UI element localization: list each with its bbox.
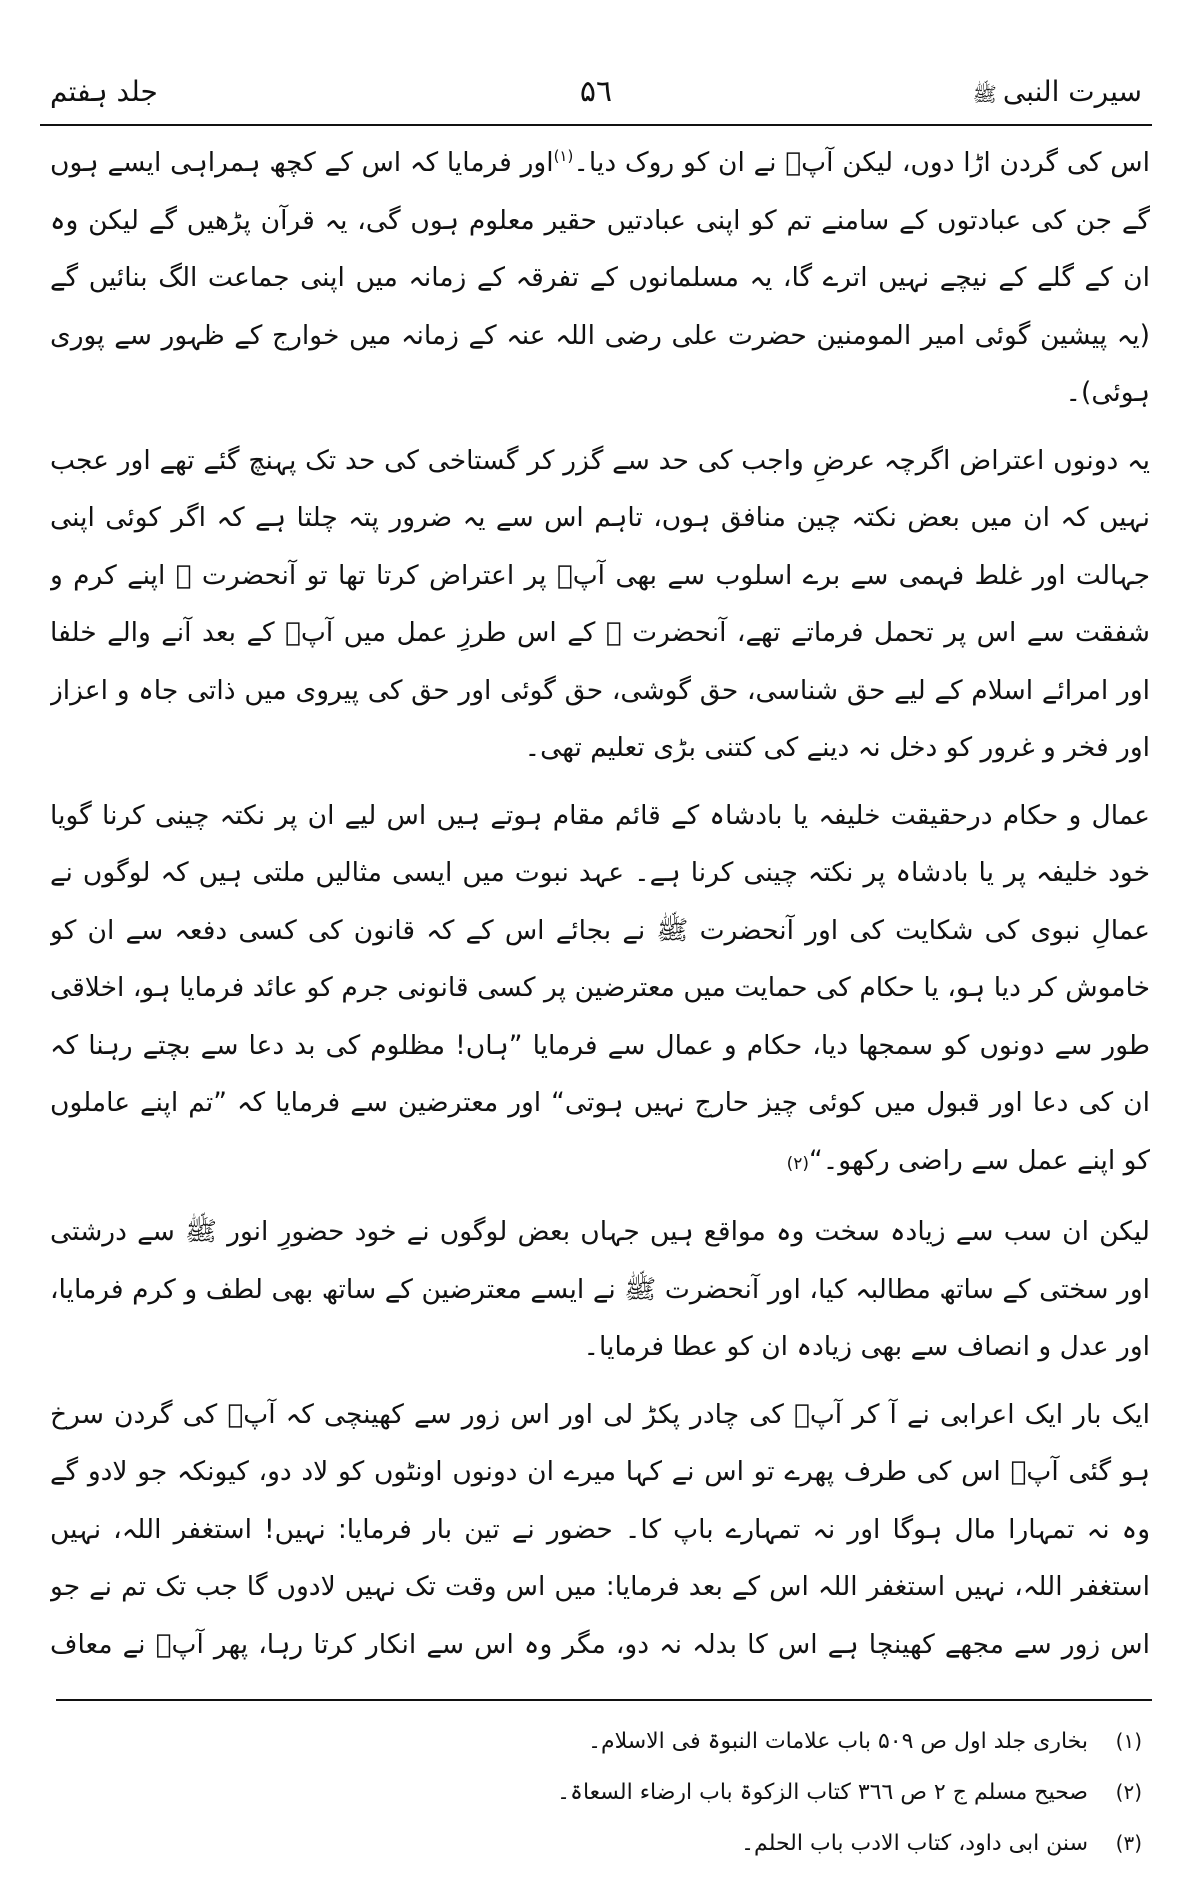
footnote-text: سنن ابی داود، کتاب الادب باب الحلم۔ — [741, 1831, 1088, 1856]
footnote-text: صحیح مسلم ج ۲ ص ۳٦٦ کتاب الزکوۃ باب ارضاء السعاۃ۔ — [557, 1780, 1088, 1805]
footnote-number: (۳) — [1115, 1831, 1142, 1855]
paragraph — [50, 1386, 1150, 1683]
paragraph — [50, 134, 1150, 422]
page-number: ۵٦ — [579, 74, 613, 109]
body-text — [50, 134, 1150, 1682]
paragraph — [50, 432, 1150, 777]
footnote-ref: (۱) — [553, 147, 574, 166]
volume-label: جلد ہفتم — [50, 75, 158, 108]
paragraph — [50, 1203, 1150, 1376]
footnote-number: (۱) — [1115, 1729, 1142, 1753]
footnote-text: بخاری جلد اول ص ۵۰۹ باب علامات النبوۃ فی الاسلام۔ — [588, 1729, 1088, 1754]
footnote-ref: (۲) — [786, 1153, 810, 1174]
paragraph-text: اس کی گردن اڑا دوں، لیکن آپؐ نے ان کو روک دیا۔ — [573, 147, 1150, 178]
footnote-divider — [56, 1699, 1152, 1701]
paragraph-text: یہ دونوں اعتراض اگرچہ عرضِ واجب کی حد سے گزر کر گستاخی کی حد تک پہنچ گئے تھے اور عجب نہیں کہ ان میں بعض نکتہ چین منافق ہوں، تاہم اس سے یہ ضرور پتہ چلتا ہے کہ اگر کوئی اپنی جہالت اور غلط فہمی سے برے اسلوب سے بھی آپؐ پر اعتراض کرتا تھا تو آنحضرت ﷺ اپنے کرم و شفقت سے اس پر تحمل فرماتے تھے، آنحضرت ﷺ کے اس طرزِ عمل میں آپؐ کے بعد آنے والے خلفا اور امرائے اسلام کے لیے حق شناسی، حق گوشی، حق گوئی اور حق کی پیروی میں ذاتی جاہ و اعزاز اور فخر و غرور کو دخل نہ دینے کی کتنی بڑی تعلیم تھی۔ — [50, 444, 1150, 763]
paragraph — [50, 787, 1150, 1194]
paragraph-text: ایک بار ایک اعرابی نے آ کر آپؐ کی چادر پکڑ لی اور اس زور سے کھینچی کہ آپؐ کی گردن سرخ ہو گئی آپؐ اس کی طرف پھرے تو اس نے کہا میرے ان دونوں اونٹوں کو لاد دو، کیونکہ جو لادو گے وہ نہ تمہارا مال ہوگا اور نہ تمہارے باپ کا۔ حضور نے تین بار فرمایا: نہیں! استغفر اللہ، نہیں استغفر اللہ، نہیں استغفر اللہ اس کے بعد فرمایا: میں اس وقت تک نہیں لادوں گا جب تک تم نے جو اس زور سے مجھے کھینچا ہے اس کا بدلہ نہ دو، مگر وہ اس سے انکار کرتا رہا، پھر آپؐ نے معاف — [50, 1398, 1150, 1660]
footnote-item — [60, 1818, 1142, 1869]
book-title — [973, 72, 1142, 114]
paragraph-text: لیکن ان سب سے زیادہ سخت وہ مواقع ہیں جہاں بعض لوگوں نے خود حضورِ انور ﷺ سے درشتی اور سختی کے ساتھ مطالبہ کیا، اور آنحضرت ﷺ نے ایسے معترضین کے ساتھ بھی لطف و کرم فرمایا، اور عدل و انصاف سے بھی زیادہ ان کو عطا فرمایا۔ — [50, 1216, 1150, 1362]
footnotes — [60, 1716, 1142, 1869]
paragraph-text-continued: اور فرمایا کہ اس کے کچھ ہمراہی ایسے ہوں گے جن کی عبادتوں کے سامنے تم کو اپنی عبادتیں حقیر معلوم ہوں گی، یہ قرآن پڑھیں گے لیکن وہ ان کے گلے کے نیچے نہیں اترے گا، یہ مسلمانوں کے تفرقہ کے زمانہ میں اپنی جماعت الگ بنائیں گے (یہ پیشین گوئی امیر المومنین حضرت علی رضی اللہ عنہ کے زمانہ میں خوارج کے ظہور سے پوری ہوئی)۔ — [50, 147, 1150, 408]
page-header — [40, 64, 1152, 126]
honorific-glyph: ﷺ — [972, 82, 997, 106]
footnote-number: (۲) — [1115, 1780, 1142, 1804]
footnote-item — [60, 1767, 1142, 1818]
book-title-text: سیرت النبی — [1002, 75, 1142, 108]
paragraph-text: عمال و حکام درحقیقت خلیفہ یا بادشاہ کے قائم مقام ہوتے ہیں اس لیے ان پر نکتہ چینی کرنا گویا خود خلیفہ پر یا بادشاہ پر نکتہ چینی کرنا ہے۔ عہد نبوت میں ایسی مثالیں ملتی ہیں کہ لوگوں نے عمالِ نبوی کی شکایت کی اور آنحضرت ﷺ نے بجائے اس کے کہ قانون کی کسی دفعہ سے ان کو خاموش کر دیا ہو، یا حکام کی حمایت میں معترضین پر کسی قانونی جرم کو عائد فرمایا ہو، اخلاقی طور سے دونوں کو سمجھا دیا، حکام و عمال سے فرمایا ”ہاں! مظلوم کی بد دعا سے بچتے رہنا کہ ان کی دعا اور قبول میں کوئی چیز حارج نہیں ہوتی“ اور معترضین سے فرمایا کہ ”تم اپنے عاملوں کو اپنے عمل سے راضی رکھو۔“ — [50, 799, 1150, 1176]
footnote-item — [60, 1716, 1142, 1767]
